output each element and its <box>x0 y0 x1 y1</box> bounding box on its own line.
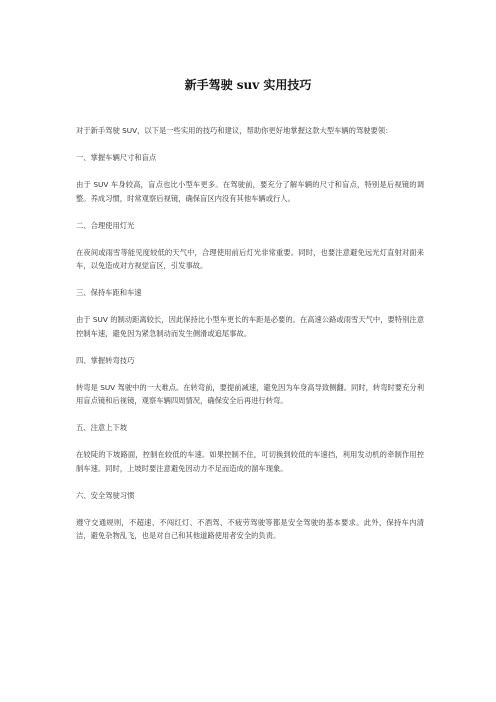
section-body-1: 由于 SUV 车身较高，盲点也比小型车更多。在驾驶前，要充分了解车辆的尺寸和盲点，特别是后视镜的调整。养成习惯，时常观察后视镜，确保盲区内没有其他车辆或行人。 <box>76 180 424 203</box>
section-body-5: 在较陡的下坡路面，控制在较低的车速。如果控制不住，可切换到较低的车速挡，利用发动机的牵制作用控制车速。同时，上坡时要注意避免因动力不足而造成的溜车现象。 <box>76 450 424 473</box>
section-heading-5: 五、注意上下坡 <box>76 423 128 432</box>
section-body-4: 转弯是 SUV 驾驶中的一大难点。在转弯前，要提前减速，避免因为车身高导致侧翻。同时，转弯时要充分利用盲点镜和后视镜，观察车辆四周情况，确保安全后再进行转弯。 <box>76 382 424 405</box>
section-heading-6: 六、安全驾驶习惯 <box>76 490 135 500</box>
section-body-6: 遵守交通规则，不超速、不闯红灯、不酒驾、不疲劳驾驶等都是安全驾驶的基本要求。此外，保持车内清洁，避免杂物乱飞，也是对自己和其他道路使用者安全的负责。 <box>76 517 424 540</box>
section-heading-1: 一、掌握车辆尺寸和盲点 <box>76 153 157 162</box>
section-body-3: 由于 SUV 的制动距离较长，因此保持比小型车更长的车距是必要的。在高速公路或雨雪天气中，要特别注意控制车速，避免因为紧急制动而发生侧滑或追尾事故。 <box>76 315 424 338</box>
section-heading-3: 三、保持车距和车速 <box>76 288 142 297</box>
section-body-2: 在夜间或雨雪等能见度较低的天气中，合理使用前后灯光非常重要。同时，也要注意避免远光灯直射对面来车，以免造成对方视觉盲区，引发事故。 <box>76 247 424 270</box>
document-title: 新手驾驶 suv 实用技巧 <box>184 78 312 92</box>
document-body <box>76 124 424 556</box>
section-heading-2: 二、合理使用灯光 <box>76 220 135 230</box>
section-heading-4: 四、掌握转弯技巧 <box>76 355 135 365</box>
intro-paragraph: 对于新手驾驶 SUV，以下是一些实用的技巧和建议，帮助你更好地掌握这款大型车辆的驾驶要领： <box>76 126 393 135</box>
